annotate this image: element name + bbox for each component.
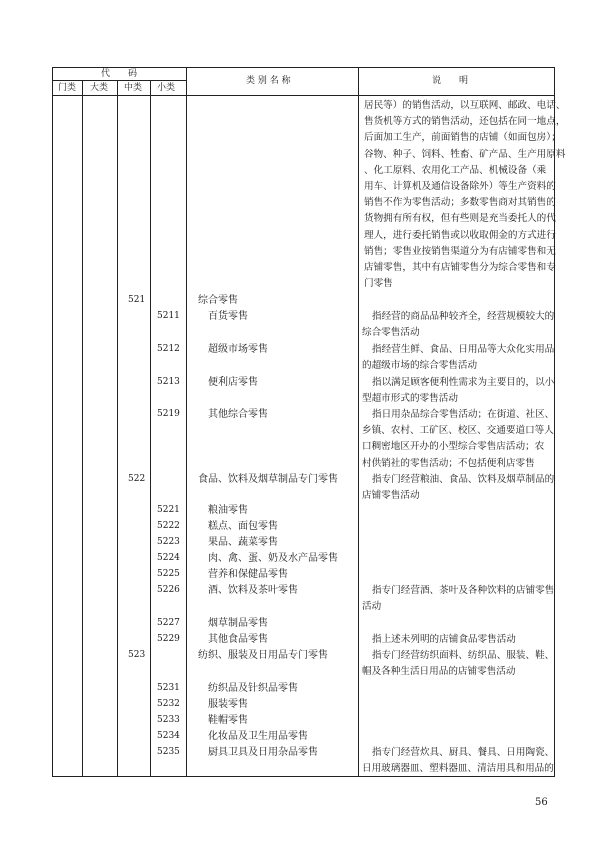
description-line: 店铺零售活动 [362, 490, 420, 502]
description-line: 口稠密地区开办的小型综合零售店活动；农 [362, 441, 545, 453]
header-zhonglei: 中类 [124, 83, 143, 93]
category-name: 鞋帽零售 [208, 715, 248, 726]
xiaolei-code: 5212 [157, 344, 180, 354]
zhonglei-code: 523 [128, 650, 146, 660]
xiaolei-code: 5213 [157, 377, 180, 387]
description-line: 后面加工生产，前面销售的店铺（如面包房）； [364, 132, 561, 144]
description-line: 用车、计算机及通信设备除外）等生产资料的 [364, 181, 556, 192]
category-name: 糕点、面包零售 [208, 521, 278, 532]
xiaolei-code: 5221 [157, 505, 180, 515]
description-line: 活动 [362, 601, 382, 613]
xiaolei-code: 5227 [157, 618, 180, 628]
table-left-border [52, 67, 53, 777]
description-line: 日用玻璃器皿、塑料器皿、清洁用具和用品的 [362, 763, 554, 775]
description-line: 理人，进行委托销售或以收取佣金的方式进行 [364, 229, 556, 241]
col-divider-name [186, 67, 187, 777]
category-name: 酒、饮料及茶叶零售 [208, 585, 298, 596]
category-name: 综合零售 [198, 295, 238, 306]
description-line: 销售不作为零售活动；多数零售商对其销售的 [364, 197, 556, 209]
header-category-name: 类 别 名 称 [246, 76, 291, 86]
description-line: 指经营的商品品种较齐全，经营规模较大的 [372, 311, 555, 322]
xiaolei-code: 5229 [157, 634, 180, 644]
description-line: 、化工原料、农用化工产品、机械设备（乘 [364, 164, 547, 176]
header-code-group: 代 码 [101, 69, 138, 79]
description-line: 指上述未列明的店铺食品零售活动 [372, 634, 516, 645]
description-line: 售货机等方式的销售活动，还包括在同一地点， [364, 116, 566, 128]
category-name: 粮油零售 [208, 505, 248, 516]
category-name: 食品、饮料及烟草制品专门零售 [198, 474, 338, 485]
table-bottom-border [52, 776, 555, 777]
page-number: 56 [535, 797, 548, 808]
xiaolei-code: 5232 [157, 699, 180, 709]
header-description: 说 明 [432, 76, 469, 86]
description-line: 店铺零售，其中有店铺零售分为综合零售和专 [364, 262, 556, 273]
category-name: 百货零售 [208, 311, 248, 322]
description-line: 指专门经营炊具、厨具、餐具、日用陶瓷、 [372, 747, 555, 758]
col-divider-desc [358, 67, 359, 777]
xiaolei-code: 5234 [157, 731, 180, 741]
description-line: 货物拥有所有权，但有些则是充当委托人的代 [364, 213, 556, 225]
description-line: 销售；零售业按销售渠道分为有店铺零售和无 [364, 245, 556, 257]
category-name: 营养和保健品零售 [208, 569, 288, 580]
category-name: 便利店零售 [208, 377, 258, 388]
category-name: 化妆品及卫生用品零售 [208, 731, 308, 742]
xiaolei-code: 5224 [157, 553, 180, 563]
zhonglei-code: 522 [128, 474, 146, 484]
category-name: 其他食品零售 [208, 634, 268, 645]
xiaolei-code: 5222 [157, 521, 180, 531]
description-line: 乡镇、农村、工矿区、校区、交通要道口等人 [362, 425, 554, 437]
category-name: 烟草制品零售 [208, 618, 268, 629]
xiaolei-code: 5219 [157, 409, 180, 419]
table-right-border [554, 67, 555, 777]
description-line: 门零售 [364, 278, 393, 290]
header-menlei: 门类 [58, 83, 77, 93]
col-divider-zhonglei [117, 80, 118, 777]
header-dalei: 大类 [90, 83, 109, 93]
description-line: 的超级市场的综合零售活动 [362, 360, 478, 372]
xiaolei-code: 5233 [157, 715, 180, 725]
description-line: 居民等）的销售活动，以互联网、邮政、电话、 [364, 100, 566, 111]
category-name: 肉、禽、蛋、奶及水产品零售 [208, 553, 338, 564]
description-line: 综合零售活动 [362, 327, 420, 339]
header-code-subline [52, 80, 186, 81]
description-line: 指以满足顾客便利性需求为主要目的，以小 [372, 377, 555, 388]
header-bottom-line [52, 95, 555, 96]
xiaolei-code: 5226 [157, 585, 180, 595]
description-line: 帽及各种生活日用品的店铺零售活动 [362, 666, 516, 678]
description-line: 指专门经营纺织面料、纺织品、服装、鞋、 [372, 650, 555, 661]
category-name: 纺织、服装及日用品专门零售 [198, 650, 328, 661]
description-line: 指专门经营酒、茶叶及各种饮料的店铺零售 [372, 585, 555, 596]
xiaolei-code: 5223 [157, 537, 180, 547]
category-name: 纺织品及针织品零售 [208, 683, 298, 694]
description-line: 村供销社的零售活动；不包括便利店零售 [362, 457, 535, 469]
category-name: 果品、蔬菜零售 [208, 537, 278, 548]
description-line: 指日用杂品综合零售活动；在街道、社区、 [372, 409, 555, 420]
category-name: 其他综合零售 [208, 409, 268, 420]
xiaolei-code: 5235 [157, 747, 180, 757]
xiaolei-code: 5225 [157, 569, 180, 579]
zhonglei-code: 521 [128, 295, 146, 305]
description-line: 谷物、种子、饲料、牲畜、矿产品、生产用原料 [364, 148, 566, 160]
category-name: 厨具卫具及日用杂品零售 [208, 747, 318, 758]
description-line: 指专门经营粮油、食品、饮料及烟草制品的 [372, 474, 555, 485]
header-xiaolei: 小类 [157, 83, 176, 93]
xiaolei-code: 5211 [157, 311, 180, 321]
col-divider-xiaolei [150, 80, 151, 777]
description-line: 指经营生鲜、食品、日用品等大众化实用品 [372, 344, 555, 355]
category-name: 服装零售 [208, 699, 248, 710]
description-line: 型超市形式的零售活动 [362, 393, 458, 405]
xiaolei-code: 5231 [157, 683, 180, 693]
col-divider-dalei [82, 80, 83, 777]
category-name: 超级市场零售 [208, 344, 268, 355]
